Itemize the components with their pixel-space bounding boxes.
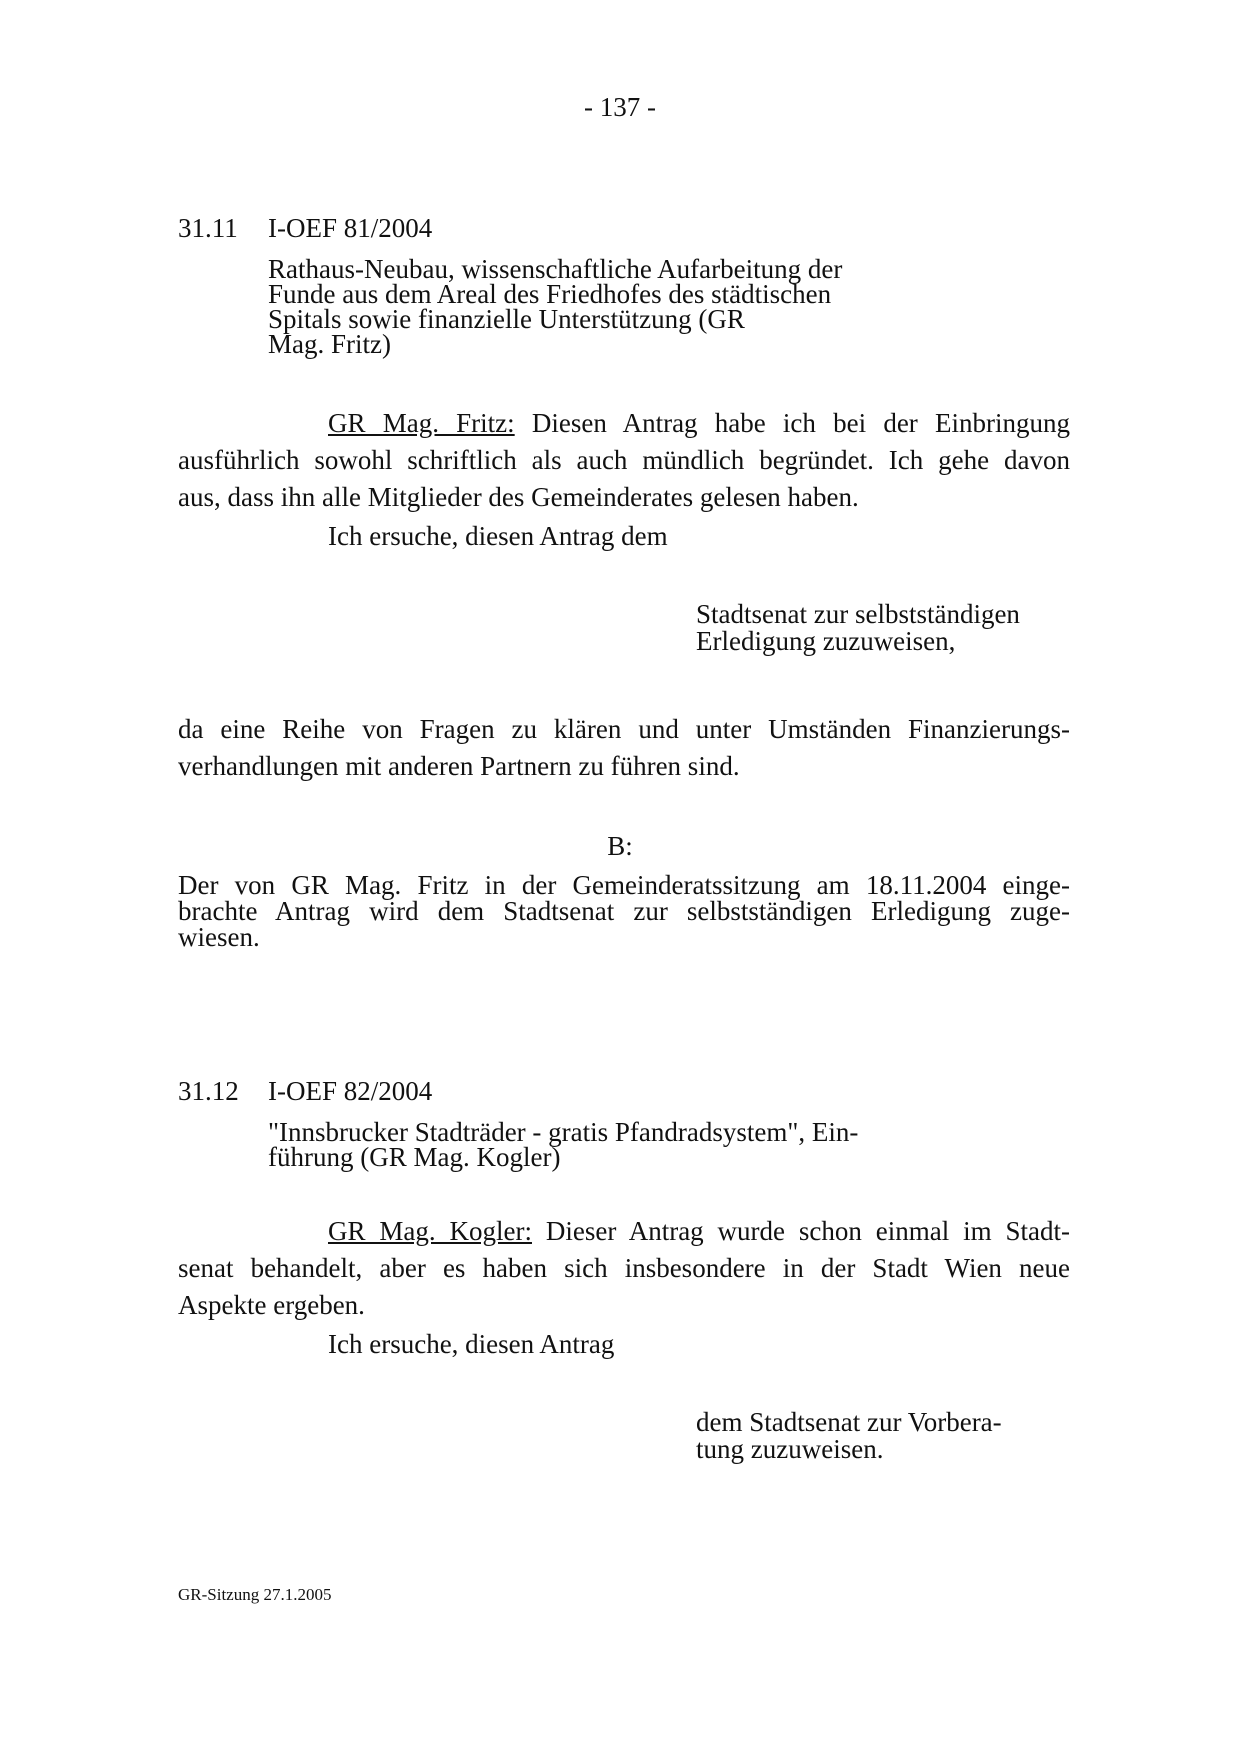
statement-line: Aspekte ergeben.: [178, 1290, 365, 1320]
statement-first-line: [178, 1213, 1070, 1250]
statement-first-line: [178, 405, 1070, 442]
item-subject-31-11: [268, 254, 908, 359]
motion-line: dem Stadtsenat zur Vorbera-: [696, 1407, 1002, 1437]
reason-line: da eine Reihe von Fragen zu klären und unter Umständen Finanzierungs-: [178, 714, 1070, 744]
reason-31-11: [178, 711, 1070, 785]
speaker-name: GR Mag. Kogler:: [328, 1216, 532, 1246]
speaker-name: GR Mag. Fritz:: [328, 408, 515, 438]
decision-31-11: [178, 872, 1070, 950]
item-number: 31.12: [178, 1076, 239, 1106]
statement-31-12: [178, 1213, 1070, 1324]
statement-line: ausführlich sowohl schriftlich als auch mündlich begründet. Ich gehe davon: [178, 445, 1070, 475]
statement-31-11: [178, 405, 1070, 516]
request-31-12: Ich ersuche, diesen Antrag: [328, 1329, 615, 1359]
decision-line: brachte Antrag wird dem Stadtsenat zur selbstständigen Erledigung zuge-: [178, 896, 1070, 926]
item-number: 31.11: [178, 213, 238, 243]
request-31-11: Ich ersuche, diesen Antrag dem: [328, 521, 668, 551]
footer: GR-Sitzung 27.1.2005: [178, 1585, 332, 1604]
item-heading-31-11: [178, 213, 432, 244]
subject-line: führung (GR Mag. Kogler): [268, 1142, 561, 1172]
motion-line: Stadtsenat zur selbstständigen: [696, 599, 1020, 629]
page-number: - 137 -: [584, 92, 656, 122]
motion-line: Erledigung zuzuweisen,: [696, 626, 956, 656]
statement-line: senat behandelt, aber es haben sich insbesondere in der Stadt Wien neue: [178, 1253, 1070, 1283]
motion-31-11: [696, 601, 1076, 655]
item-subject-31-12: [268, 1117, 908, 1172]
item-code: I-OEF 81/2004: [268, 213, 433, 243]
motion-31-12: [696, 1409, 1076, 1463]
subject-line: "Innsbrucker Stadträder - gratis Pfandradsystem", Ein-: [268, 1117, 859, 1147]
decision-line: Der von GR Mag. Fritz in der Gemeinderatssitzung am 18.11.2004 einge-: [178, 870, 1070, 900]
reason-line: verhandlungen mit anderen Partnern zu führen sind.: [178, 751, 740, 781]
decision-line: wiesen.: [178, 922, 260, 952]
subject-line: Mag. Fritz): [268, 329, 391, 359]
statement-text: Dieser Antrag wurde schon einmal im Stadt-: [531, 1216, 1070, 1246]
subject-line: Rathaus-Neubau, wissenschaftliche Aufarbeitung der: [268, 254, 843, 284]
item-heading-31-12: [178, 1076, 432, 1107]
statement-line: aus, dass ihn alle Mitglieder des Gemeinderates gelesen haben.: [178, 482, 859, 512]
statement-text: Diesen Antrag habe ich bei der Einbringung: [514, 408, 1070, 438]
subject-line: Funde aus dem Areal des Friedhofes des städtischen: [268, 279, 832, 309]
motion-line: tung zuzuweisen.: [696, 1434, 884, 1464]
section-label-b: B:: [607, 831, 633, 861]
item-code: I-OEF 82/2004: [268, 1076, 433, 1106]
subject-line: Spitals sowie finanzielle Unterstützung (GR: [268, 304, 745, 334]
